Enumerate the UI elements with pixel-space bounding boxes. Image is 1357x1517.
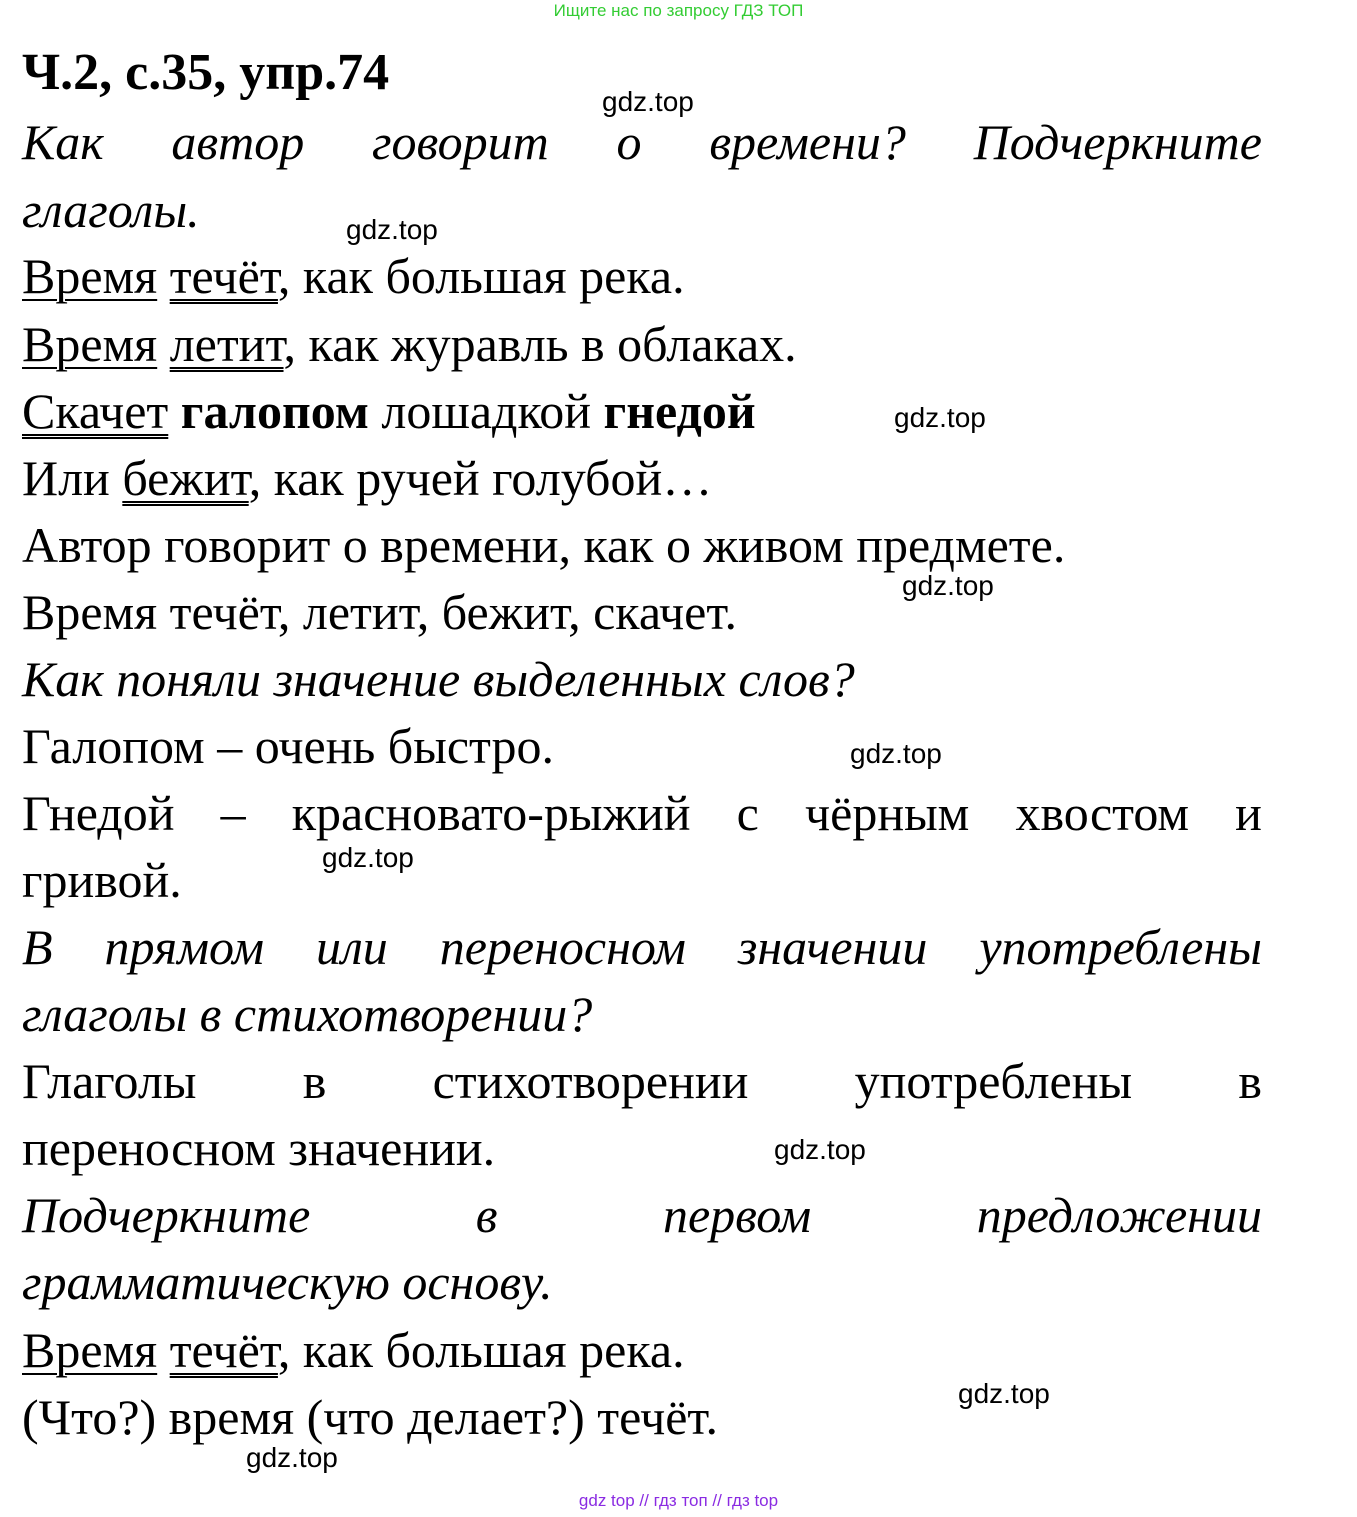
predicate: течёт [169, 1322, 278, 1378]
exercise-title: Ч.2, с.35, упр.74 [22, 44, 390, 101]
word: говорит [372, 114, 549, 170]
word: красновато-рыжий [291, 785, 691, 841]
word: времени? [709, 114, 906, 170]
word: употреблены [854, 1053, 1133, 1109]
poem-line-3 [22, 381, 1262, 441]
word: первом [662, 1187, 812, 1243]
word: значении [737, 919, 928, 975]
question-3-line-1 [22, 917, 1262, 977]
question-1-line-2: глаголы. [22, 182, 200, 238]
answer-2-line-1: Галопом – очень быстро. [22, 718, 554, 774]
answer-1-line-2: Время течёт, летит, бежит, скачет. [22, 584, 737, 640]
question-3-line-2: глаголы в стихотворении? [22, 986, 593, 1042]
word: переносном [439, 919, 686, 975]
word: о [616, 114, 642, 170]
question-2: Как поняли значение выделенных слов? [22, 651, 855, 707]
answer-2-line-3: гривой. [22, 852, 182, 908]
subject: Время [22, 1322, 158, 1378]
predicate: течёт [169, 248, 278, 304]
poem-text: лошадкой [381, 383, 591, 439]
poem-text: , как большая река. [277, 248, 685, 304]
poem-line-1 [22, 246, 1262, 306]
question-4-line-2: грамматическую основу. [22, 1254, 553, 1310]
highlighted-word: галопом [180, 383, 369, 439]
word: предложении [976, 1187, 1262, 1243]
word: употреблены [979, 919, 1262, 975]
word: прямом [104, 919, 264, 975]
word: или [315, 919, 388, 975]
question-1-line-1 [22, 112, 1262, 172]
watermark: gdz.top [346, 214, 438, 245]
predicate: Скачет [22, 383, 169, 439]
highlighted-word: гнедой [603, 383, 756, 439]
poem-text: , как журавль в облаках. [283, 316, 797, 372]
predicate: бежит [122, 450, 249, 506]
word: Подчеркните [22, 1187, 311, 1243]
poem-text: Или [22, 450, 123, 506]
poem-text: , как ручей голубой… [248, 450, 713, 506]
watermark: gdz.top [602, 86, 694, 117]
answer-1-line-1: Автор говорит о времени, как о живом предмете. [22, 517, 1066, 573]
word: Гнедой [22, 785, 175, 841]
word: – [220, 785, 246, 841]
footer-links: gdz top // гдз топ // гдз top [578, 1491, 779, 1510]
watermark: gdz.top [958, 1378, 1050, 1409]
watermark: gdz.top [774, 1134, 866, 1165]
word: и [1235, 785, 1262, 841]
predicate: летит [169, 316, 284, 372]
answer-2-line-2 [22, 783, 1262, 843]
word: чёрным [804, 785, 970, 841]
top-banner: Ищите нас по запросу ГДЗ ТОП [553, 1, 804, 20]
watermark: gdz.top [902, 570, 994, 601]
watermark: gdz.top [850, 738, 942, 769]
answer-3-line-1 [22, 1051, 1262, 1111]
word: автор [171, 114, 305, 170]
answer-text: , как большая река. [277, 1322, 685, 1378]
word: в [475, 1187, 498, 1243]
answer-4-line-2: (Что?) время (что делает?) течёт. [22, 1389, 718, 1445]
watermark: gdz.top [246, 1442, 338, 1473]
question-4-line-1 [22, 1185, 1262, 1245]
answer-4-line-1 [22, 1320, 1262, 1380]
word: с [736, 785, 759, 841]
answer-3-line-2: переносном значении. [22, 1120, 496, 1176]
watermark: gdz.top [322, 842, 414, 873]
word: Глаголы [22, 1053, 197, 1109]
poem-line-4 [22, 448, 1262, 508]
watermark: gdz.top [894, 402, 986, 433]
subject: Время [22, 316, 158, 372]
word: хвостом [1015, 785, 1190, 841]
word: в [1238, 1053, 1262, 1109]
word: стихотворении [432, 1053, 749, 1109]
word: в [302, 1053, 327, 1109]
word: Как [22, 114, 104, 170]
word: Подчеркните [973, 114, 1262, 170]
word: В [22, 919, 53, 975]
poem-line-2 [22, 314, 1262, 374]
subject: Время [22, 248, 158, 304]
